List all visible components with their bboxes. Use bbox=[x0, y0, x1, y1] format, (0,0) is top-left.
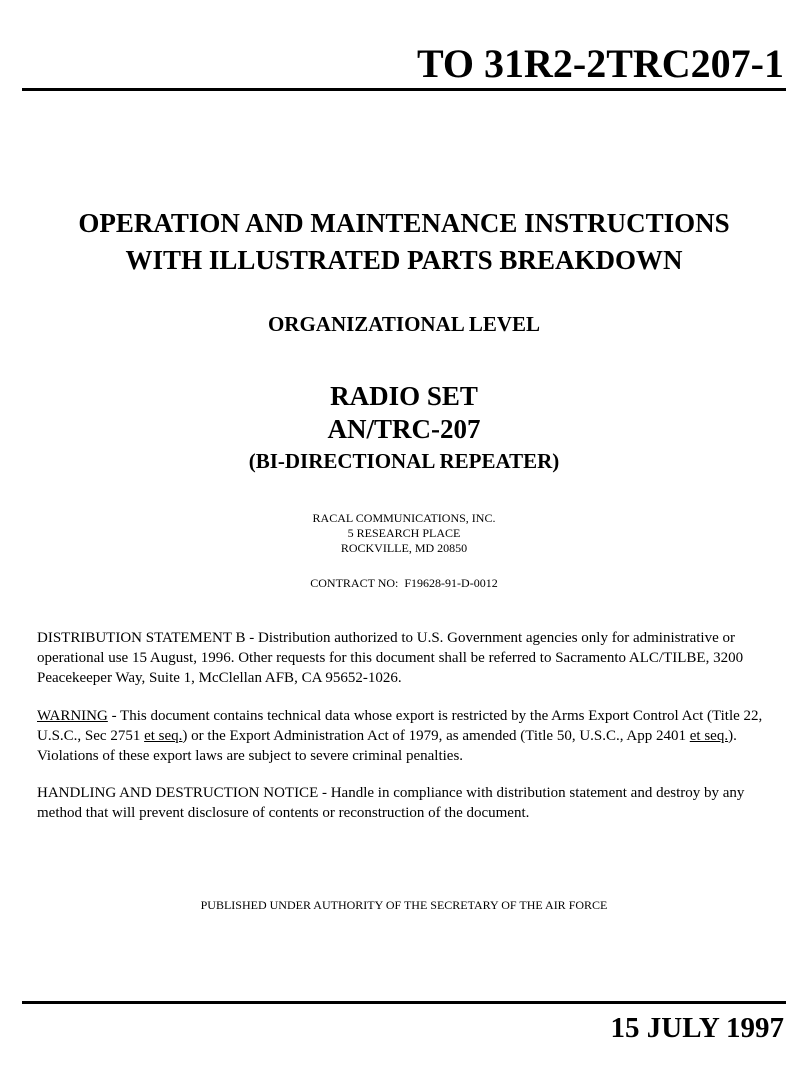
maintenance-level: ORGANIZATIONAL LEVEL bbox=[267, 312, 541, 336]
equipment-name: RADIO SET bbox=[330, 381, 478, 411]
handling-lead: HANDLING AND DESTRUCTION NOTICE bbox=[37, 785, 319, 801]
publishing-authority: PUBLISHED UNDER AUTHORITY OF THE SECRETARY OF THE AIR FORCE bbox=[200, 898, 608, 912]
top-divider bbox=[22, 88, 786, 91]
title-line-2: WITH ILLUSTRATED PARTS BREAKDOWN bbox=[125, 245, 683, 275]
title-line-1: OPERATION AND MAINTENANCE INSTRUCTIONS bbox=[78, 208, 730, 238]
warning-lead: WARNING bbox=[37, 708, 108, 724]
handling-notice bbox=[37, 783, 786, 823]
warning-statement bbox=[37, 706, 786, 766]
equipment-model: AN/TRC-207 bbox=[327, 414, 481, 444]
et-seq-1: et seq. bbox=[144, 728, 183, 744]
contract-number: CONTRACT NO: F19628-91-D-0012 bbox=[310, 576, 498, 590]
publication-date: 15 JULY 1997 bbox=[610, 1012, 784, 1044]
bottom-divider bbox=[22, 1001, 786, 1004]
distribution-statement bbox=[37, 628, 786, 688]
warning-text-1: - This document contains technical data whose export is restricted by the Arms Export Control Act (Title 22, U.S.C., Sec 2751 bbox=[37, 708, 763, 744]
handling-text: - Handle in compliance with distribution statement and destroy by any method that will prevent disclosure of contents or reconstruction of the document. bbox=[37, 785, 745, 821]
contractor-city: ROCKVILLE, MD 20850 bbox=[340, 541, 468, 555]
contractor-address bbox=[0, 511, 808, 556]
contractor-street: 5 RESEARCH PLACE bbox=[347, 526, 461, 540]
warning-text-2: ) or the Export Administration Act of 1979, as amended (Title 50, U.S.C., App 2401 bbox=[182, 728, 690, 744]
equipment-description: (BI-DIRECTIONAL REPEATER) bbox=[248, 449, 560, 473]
document-title bbox=[0, 205, 808, 279]
technical-order-number: TO 31R2-2TRC207-1 bbox=[416, 41, 784, 86]
contractor-name: RACAL COMMUNICATIONS, INC. bbox=[312, 511, 496, 525]
equipment-heading bbox=[0, 380, 808, 446]
distribution-text: - Distribution authorized to U.S. Government agencies only for administrative or operational use 15 August, 1996. Other requests for this document shall be referred to Sacramento ALC/TILBE, 3200 Peacekeeper Way, Suite 1, McClellan AFB, CA 95652-1026. bbox=[37, 630, 744, 686]
et-seq-2: et seq. bbox=[689, 728, 729, 744]
distribution-lead: DISTRIBUTION STATEMENT B bbox=[37, 630, 246, 646]
warning-text-3: ). Violations of these export laws are subject to severe criminal penalties. bbox=[37, 728, 737, 764]
